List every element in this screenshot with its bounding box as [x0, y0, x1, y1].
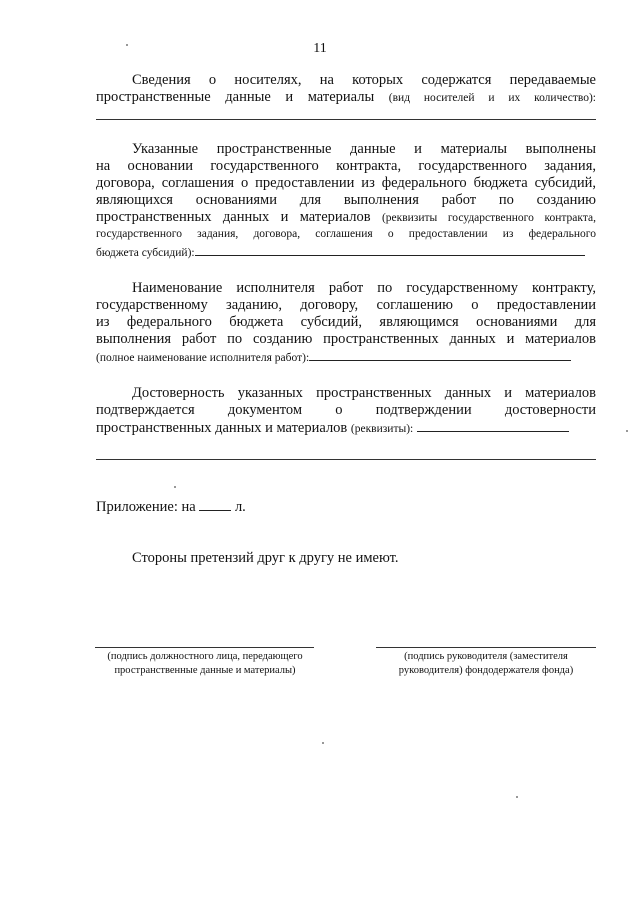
- basis-line-4: являющихся основаниями для выполнения работ по созданию: [96, 192, 596, 208]
- contractor-line-2: государственному заданию, договору, соглашению о предоставлении: [96, 297, 596, 313]
- scan-speck: [322, 742, 324, 744]
- reliability-line-3: пространственных данных и материалов (реквизиты):: [96, 419, 596, 436]
- appendix-pages-blank: [199, 498, 231, 511]
- scan-speck: [126, 44, 128, 46]
- basis-line-5: пространственных данных и материалов (реквизиты государственного контракта,: [96, 209, 596, 225]
- contractor-fill-line: [309, 348, 571, 361]
- page-number: 11: [313, 41, 327, 56]
- reliability-fill-line: [417, 419, 569, 432]
- basis-fill-line: [195, 243, 585, 256]
- carriers-line-2: пространственные данные и материалы (вид носителей и их количество):: [96, 89, 596, 105]
- left-signature-caption: (подпись должностного лица, передающего пространственные данные и материалы): [107, 651, 303, 676]
- reliability-fill-line-2: [96, 459, 596, 460]
- right-signature-caption: (подпись руководителя (заместителя руководителя) фондодержателя фонда): [398, 651, 574, 676]
- carriers-note: (вид носителей и их количество):: [388, 92, 596, 104]
- contractor-line-1: Наименование исполнителя работ по государственному контракту,: [132, 280, 596, 296]
- basis-line-1: Указанные пространственные данные и материалы выполнены: [132, 141, 596, 157]
- contractor-paragraph: [96, 280, 596, 365]
- basis-note-2: государственного задания, договора, соглашения о предоставлении из федерального: [96, 228, 596, 240]
- basis-paragraph: [96, 141, 596, 260]
- reliability-paragraph: [96, 385, 596, 436]
- basis-note-1: (реквизиты государственного контракта,: [381, 212, 596, 224]
- appendix-line: Приложение: на л.: [96, 499, 246, 515]
- right-signature-line: [376, 647, 596, 648]
- carriers-fill-line: [96, 119, 596, 120]
- basis-line-7: [96, 243, 596, 260]
- no-claims-text: Стороны претензий друг к другу не имеют.: [132, 550, 399, 566]
- contractor-note: (полное наименование исполнителя работ):: [96, 352, 310, 364]
- contractor-line-3: из федерального бюджета субсидий, являющимся основаниями для: [96, 314, 596, 330]
- scan-speck: [174, 486, 176, 488]
- carriers-paragraph: [96, 72, 596, 106]
- reliability-line-2: подтверждается документом о подтверждении достоверности: [96, 402, 596, 418]
- contractor-line-5: [96, 348, 596, 365]
- scan-speck: [626, 430, 628, 432]
- carriers-line-1: Сведения о носителях, на которых содержатся передаваемые: [132, 72, 596, 88]
- scan-speck: [516, 796, 518, 798]
- basis-note-3: бюджета субсидий):: [96, 247, 195, 259]
- basis-line-2: на основании государственного контракта, государственного задания,: [96, 158, 596, 174]
- left-signature-line: [95, 647, 314, 648]
- contractor-line-4: выполнения работ по созданию пространственных данных и материалов: [96, 331, 596, 347]
- reliability-note: (реквизиты):: [350, 423, 414, 435]
- reliability-line-1: Достоверность указанных пространственных данных и материалов: [132, 385, 596, 401]
- basis-line-3: договора, соглашения о предоставлении из федерального бюджета субсидий,: [96, 175, 596, 191]
